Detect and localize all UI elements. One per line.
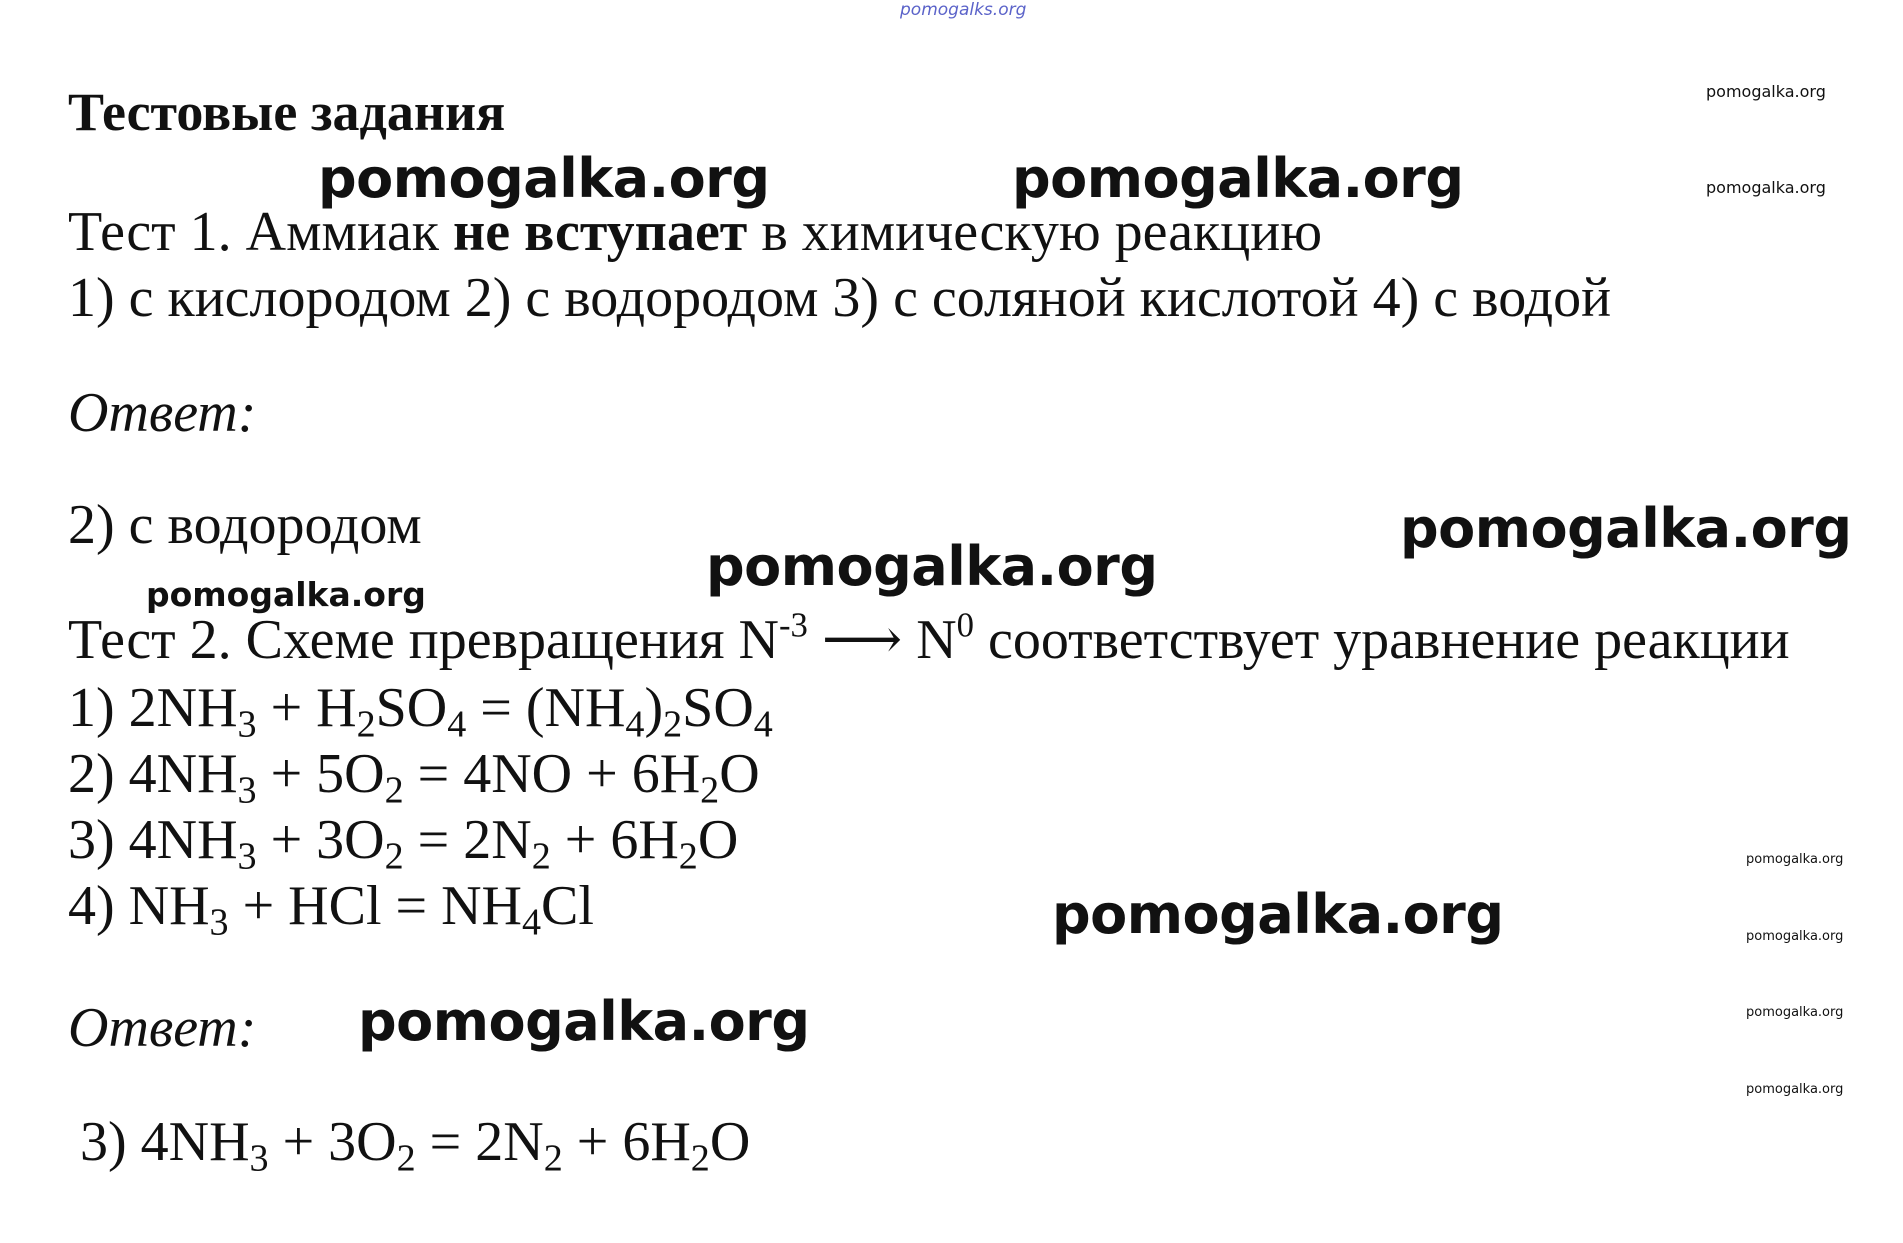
test2-suffix: соответствует уравнение реакции — [974, 609, 1790, 671]
watermark: pomogalka.org — [1400, 497, 1852, 560]
test1-question — [68, 201, 1323, 263]
watermark: pomogalka.org — [1706, 82, 1826, 101]
watermark: pomogalka.org — [318, 147, 770, 210]
test1-suffix: в химическую реакцию — [747, 201, 1323, 263]
page-heading: Тестовые задания — [68, 82, 506, 142]
watermark: pomogalka.org — [1746, 1082, 1844, 1097]
test1-answer-label: Ответ: — [68, 382, 257, 444]
test2-option-3: 3) $4NH_3 + 3O_2 = 2N_2 + 6H_2O$ — [68, 809, 739, 878]
watermark: pomogalka.org — [1052, 883, 1504, 946]
test2-sup1: -3 — [779, 605, 808, 645]
test2-sup2: 0 — [956, 605, 975, 645]
watermark: pomogalka.org — [1746, 929, 1844, 944]
test2-prefix: Тест 2. Схеме превращения N — [68, 609, 779, 671]
test2-option-1: 1) $2NH_3 + H_2SO_4 = (NH_4)_2SO_4$ — [68, 677, 773, 746]
test2-answer: 3) $4NH_3 + 3O_2 = 2N_2 + 6H_2O$ — [80, 1111, 751, 1180]
watermark: pomogalka.org — [706, 535, 1158, 598]
watermark: pomogalka.org — [146, 575, 426, 614]
test2-arrow: ⟶ N — [807, 609, 957, 671]
test1-prefix: Тест 1. Аммиак — [68, 201, 453, 263]
watermark: pomogalka.org — [358, 990, 810, 1053]
test1-answer: 2) с водородом — [68, 494, 422, 556]
watermark: pomogalka.org — [1012, 147, 1464, 210]
watermark: pomogalka.org — [1746, 852, 1844, 867]
test2-option-4: 4) $NH_3$ + HCl = $NH_4Cl$ — [68, 875, 594, 944]
test2-question — [68, 605, 1790, 671]
test2-option-2: 2) $4NH_3 + 5O_2 = 4NO + 6H_2O$ — [68, 743, 760, 812]
top-watermark: pomogalks.org — [900, 0, 1027, 20]
test2-answer-label: Ответ: — [68, 997, 257, 1059]
watermark: pomogalka.org — [1706, 178, 1826, 197]
test1-options: 1) с кислородом 2) с водородом 3) с соляной кислотой 4) с водой — [68, 267, 1612, 329]
watermark: pomogalka.org — [1746, 1005, 1844, 1020]
test1-emphasis: не вступает — [453, 201, 748, 263]
